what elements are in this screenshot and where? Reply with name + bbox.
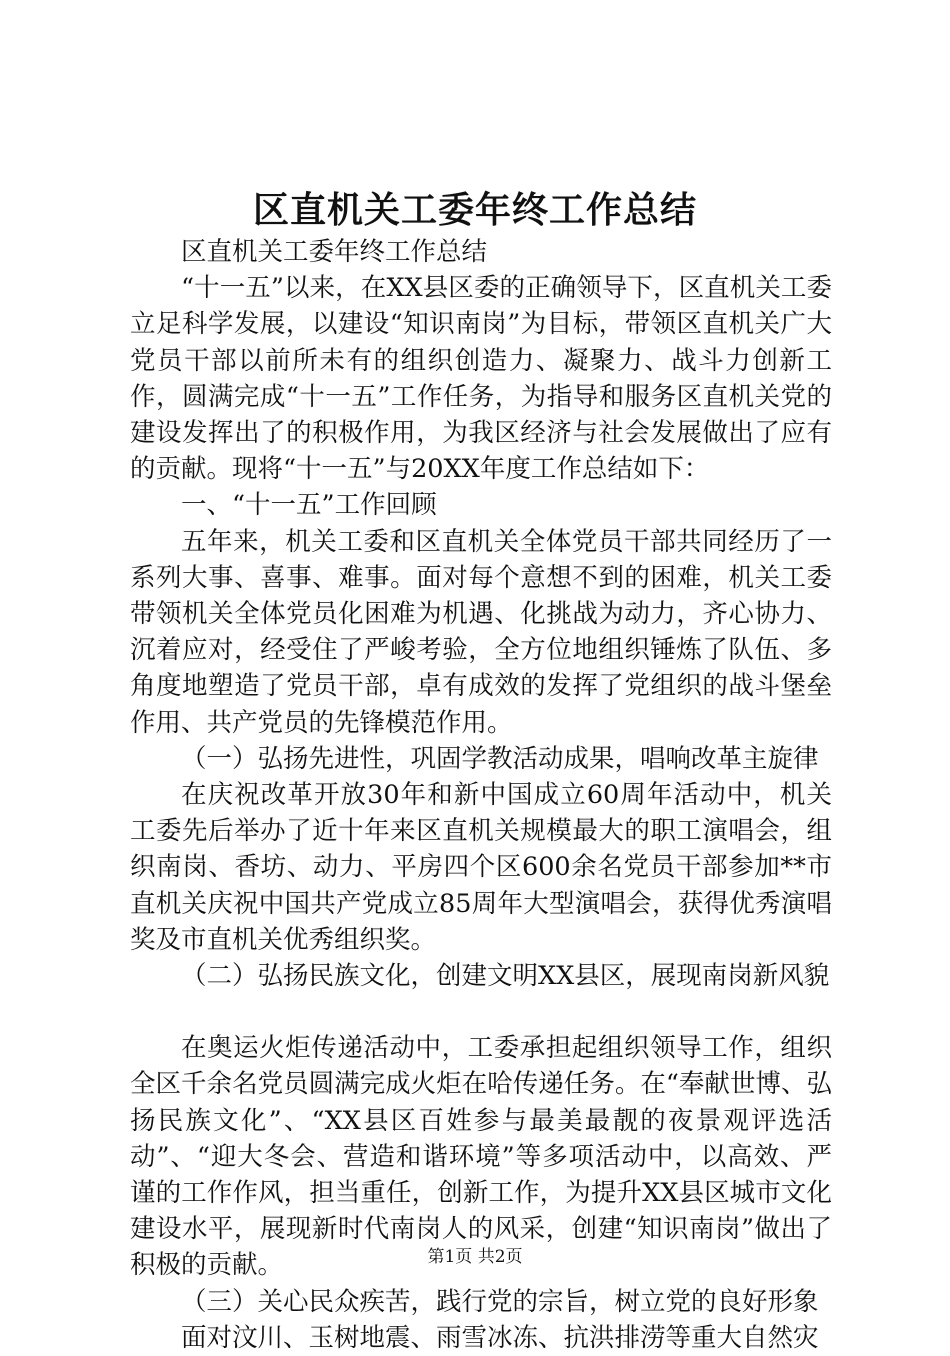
paragraph-celebration: 在庆祝改革开放30年和新中国成立60周年活动中，机关工委先后举办了近十年来区直机关规模最大的职工演唱会，组织南岗、香坊、动力、平房四个区600余名党员干部参加**市直机关庆祝中国共产党成立85周年大型演唱会，获得优秀演唱奖及市直机关优秀组织奖。 [130,780,832,955]
page-footer: 第1页 共2页 [427,1247,523,1267]
document-title: 区直机关工委年终工作总结 [252,189,697,231]
subheading-1: （一）弘扬先进性，巩固学教活动成果，唱响改革主旋律 [181,743,819,774]
subheading-2: （二）弘扬民族文化，创建文明XX县区，展现南岗新风貌 [181,961,830,992]
document-body [130,234,832,1356]
paragraph-intro: “十一五”以来，在XX县区委的正确领导下，区直机关工委立足科学发展，以建设“知识南岗”为目标，带领区直机关广大党员干部以前所未有的组织创造力、凝聚力、战斗力创新工作，圆满完成“十一五”工作任务，为指导和服务区直机关党的建设发挥出了的积极作用，为我区经济与社会发展做出了应有的贡献。现将“十一五”与20XX年度工作总结如下： [130,273,832,485]
paragraph-disasters: 面对汶川、玉树地震、雨雪冰冻、抗洪排涝等重大自然灾 [181,1322,819,1353]
section-heading-review: 一、“十一五”工作回顾 [181,490,437,521]
subheading-3: （三）关心民众疾苦，践行党的宗旨，树立党的良好形象 [181,1286,819,1317]
paragraph-torch-relay: 在奥运火炬传递活动中，工委承担起组织领导工作，组织全区千余名党员圆满完成火炬在哈传递任务。在“奉献世博、弘扬民族文化”、“XX县区百姓参与最美最靓的夜景观评选活动”、“迎大冬会、营造和谐环境”等多项活动中，以高效、严谨的工作作风，担当重任，创新工作，为提升XX县区城市文化建设水平，展现新时代南岗人的风采，创建“知识南岗”做出了积极的贡献。 [130,1033,832,1281]
paragraph-five-years: 五年来，机关工委和区直机关全体党员干部共同经历了一系列大事、喜事、难事。面对每个意想不到的困难，机关工委带领机关全体党员化困难为机遇、化挑战为动力，齐心协力、沉着应对，经受住了严峻考验，全方位地组织锤炼了队伍、多角度地塑造了党员干部，卓有成效的发挥了党组织的战斗堡垒作用、共产党员的先锋模范作用。 [130,526,832,738]
paragraph-subtitle: 区直机关工委年终工作总结 [181,237,488,267]
